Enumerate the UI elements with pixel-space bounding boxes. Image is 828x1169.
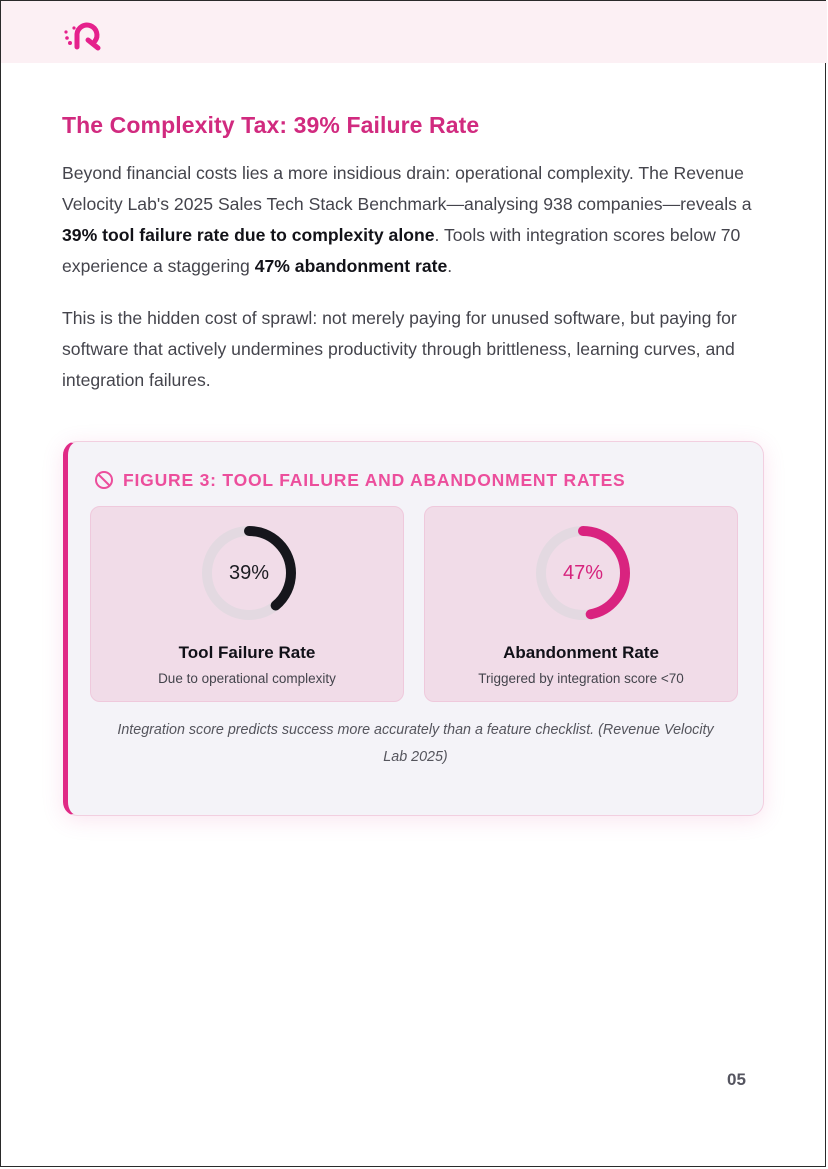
page-header <box>1 1 827 63</box>
paragraph-text: . Tools with integration scores below 70 experience a staggering <box>62 225 741 276</box>
brand-logo-icon <box>61 17 109 53</box>
stat-value: 47% <box>562 562 604 584</box>
figure-card <box>63 441 764 816</box>
paragraph-text: Beyond financial costs lies a more insidious drain: operational complexity. The Revenue Velocity Lab's 2025 Sales Tech Stack Benchmark—analysing 938 companies—reveals a <box>62 163 752 214</box>
highlight-failure-rate: 39% tool failure rate due to complexity alone <box>62 225 435 245</box>
figure-title: FIGURE 3: TOOL FAILURE AND ABANDONMENT RATES <box>123 469 626 490</box>
stat-card-tool-failure <box>90 506 404 702</box>
prohibited-icon <box>94 470 114 490</box>
highlight-abandonment-rate: 47% abandonment rate <box>254 256 448 276</box>
stat-label: Abandonment Rate <box>503 643 659 662</box>
stat-sublabel: Due to operational complexity <box>158 671 336 686</box>
stat-value: 39% <box>228 562 270 584</box>
sprawl-paragraph: This is the hidden cost of sprawl: not merely paying for unused software, but paying for software that actively undermines productivity through brittleness, learning curves, and integration failures. <box>62 308 737 390</box>
figure-caption: Integration score predicts success more accurately than a feature checklist. (Revenue Velocity Lab 2025) <box>117 722 714 765</box>
page-number: 05 <box>727 1070 746 1089</box>
section-title: The Complexity Tax: 39% Failure Rate <box>62 112 480 138</box>
intro-paragraph <box>62 158 762 282</box>
paragraph-text: . <box>447 256 453 276</box>
stat-sublabel: Triggered by integration score <70 <box>478 671 684 686</box>
stat-card-abandonment <box>424 506 738 702</box>
figure-header <box>94 469 626 491</box>
stat-label: Tool Failure Rate <box>178 643 316 662</box>
